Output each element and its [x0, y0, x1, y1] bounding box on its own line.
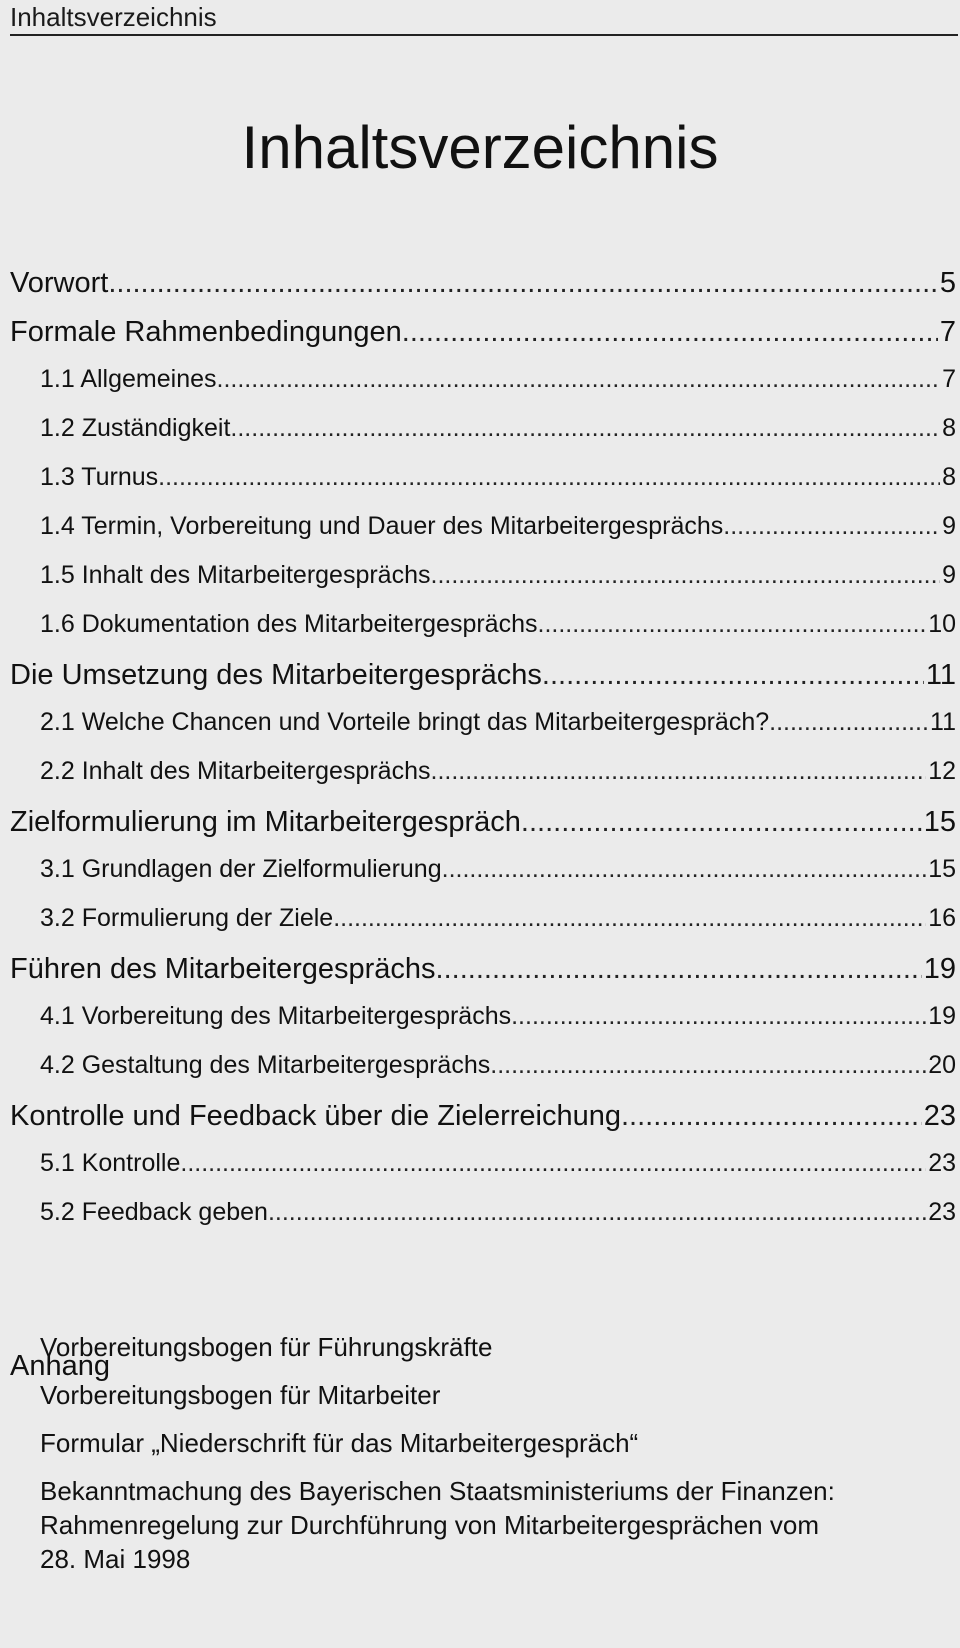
toc-entry-title: 2.2 Inhalt des Mitarbeitergesprächs	[40, 757, 431, 785]
toc-dot-leader	[436, 953, 922, 986]
toc-chapter[interactable]	[10, 659, 956, 692]
toc-entry-title: 4.2 Gestaltung des Mitarbeitergesprächs	[40, 1051, 491, 1079]
toc-page-number: 15	[923, 806, 956, 838]
toc-entry-title: Kontrolle und Feedback über die Zielerreichung	[10, 1100, 621, 1132]
toc-dot-leader	[402, 316, 938, 349]
toc-page-number: 20	[928, 1051, 956, 1079]
toc-entry-title: 3.2 Formulierung der Ziele	[40, 904, 334, 932]
toc-dot-leader	[158, 463, 940, 492]
toc-dot-leader	[490, 1051, 926, 1080]
toc-section[interactable]	[40, 463, 956, 492]
toc-entry-title: 5.2 Feedback geben	[40, 1198, 268, 1226]
toc-page-number: 12	[928, 757, 956, 785]
toc-page-number: 15	[928, 855, 956, 883]
toc-entry-title: Formale Rahmenbedingungen	[10, 316, 402, 348]
toc-chapter[interactable]	[10, 316, 956, 349]
toc-chapter[interactable]	[10, 953, 956, 986]
toc-entry-title: 4.1 Vorbereitung des Mitarbeitergesprächs	[40, 1002, 512, 1030]
appendix-item: Vorbereitungsbogen für Führungskräfte	[40, 1332, 493, 1362]
toc-chapter[interactable]	[10, 267, 956, 300]
toc-dot-leader	[217, 365, 941, 394]
toc-dot-leader	[521, 806, 922, 839]
toc-chapter[interactable]	[10, 806, 956, 839]
toc-page-number: 23	[923, 1100, 956, 1132]
toc-dot-leader	[538, 610, 927, 639]
toc-dot-leader	[431, 757, 927, 786]
toc-entry-title: 5.1 Kontrolle	[40, 1149, 181, 1177]
toc-section[interactable]	[40, 1002, 956, 1031]
toc-entry-title: 1.1 Allgemeines	[40, 365, 217, 393]
page-title: Inhaltsverzeichnis	[241, 114, 719, 181]
toc-entry-title: 3.1 Grundlagen der Zielformulierung	[40, 855, 442, 883]
appendix-item: Vorbereitungsbogen für Mitarbeiter	[40, 1380, 441, 1410]
toc-section[interactable]	[40, 610, 956, 639]
toc-dot-leader	[333, 904, 926, 933]
toc-entry-title: 1.5 Inhalt des Mitarbeitergesprächs	[40, 561, 431, 589]
toc-dot-leader	[431, 561, 941, 590]
toc-entry-title: 1.2 Zuständigkeit	[40, 414, 231, 442]
toc-section[interactable]	[40, 904, 956, 933]
appendix-item: Formular „Niederschrift für das Mitarbeitergespräch“	[40, 1428, 639, 1458]
toc-section[interactable]	[40, 1198, 956, 1227]
toc-section[interactable]	[40, 1149, 956, 1178]
running-header: Inhaltsverzeichnis	[10, 0, 958, 36]
toc-page-number: 16	[928, 904, 956, 932]
toc-section[interactable]	[40, 757, 956, 786]
toc-entry-title: 1.4 Termin, Vorbereitung und Dauer des Mitarbeitergesprächs	[40, 512, 724, 540]
toc-section[interactable]	[40, 708, 956, 737]
toc-section[interactable]	[40, 561, 956, 590]
toc-entry-title: 2.1 Welche Chancen und Vorteile bringt das Mitarbeitergespräch?	[40, 708, 770, 736]
appendix-heading: Anhang	[10, 1350, 110, 1382]
toc-page-number: 9	[942, 561, 956, 589]
toc-dot-leader	[180, 1149, 926, 1178]
toc-dot-leader	[511, 1002, 926, 1031]
toc-page-number: 19	[928, 1002, 956, 1030]
appendix-item: Bekanntmachung des Bayerischen Staatsministeriums der Finanzen:	[40, 1476, 835, 1506]
toc-dot-leader	[230, 414, 940, 443]
toc-page-number: 19	[923, 953, 956, 985]
toc-dot-leader	[769, 708, 928, 737]
appendix-item: 28. Mai 1998	[40, 1544, 191, 1574]
toc-page-number: 8	[942, 463, 956, 491]
toc-page-number: 8	[942, 414, 956, 442]
toc-page-number: 7	[942, 365, 956, 393]
toc-page-number: 23	[928, 1149, 956, 1177]
toc-entry-title: 1.6 Dokumentation des Mitarbeitergesprächs	[40, 610, 538, 638]
toc-entry-title: Vorwort	[10, 267, 109, 299]
toc-dot-leader	[268, 1198, 926, 1227]
toc-page-number: 11	[925, 659, 956, 691]
toc-page-number: 11	[930, 708, 956, 736]
toc-entry-title: 1.3 Turnus	[40, 463, 159, 491]
toc-dot-leader	[621, 1100, 922, 1133]
toc-entry-title: Zielformulierung im Mitarbeitergespräch	[10, 806, 521, 838]
toc-section[interactable]	[40, 365, 956, 394]
toc-dot-leader	[108, 267, 938, 300]
toc-section[interactable]	[40, 414, 956, 443]
toc-section[interactable]	[40, 1051, 956, 1080]
toc-page-number: 5	[939, 267, 956, 299]
toc-chapter[interactable]	[10, 1100, 956, 1133]
toc-entry-title: Führen des Mitarbeitergesprächs	[10, 953, 436, 985]
toc-page-number: 10	[928, 610, 956, 638]
toc-page-number: 9	[942, 512, 956, 540]
appendix-item: Rahmenregelung zur Durchführung von Mitarbeitergesprächen vom	[40, 1510, 819, 1540]
toc-dot-leader	[542, 659, 924, 692]
toc-page-number: 23	[928, 1198, 956, 1226]
toc-section[interactable]	[40, 855, 956, 884]
toc-section[interactable]	[40, 512, 956, 541]
toc-dot-leader	[723, 512, 940, 541]
toc-page-number: 7	[939, 316, 956, 348]
toc-entry-title: Die Umsetzung des Mitarbeitergesprächs	[10, 659, 542, 691]
toc-dot-leader	[442, 855, 927, 884]
